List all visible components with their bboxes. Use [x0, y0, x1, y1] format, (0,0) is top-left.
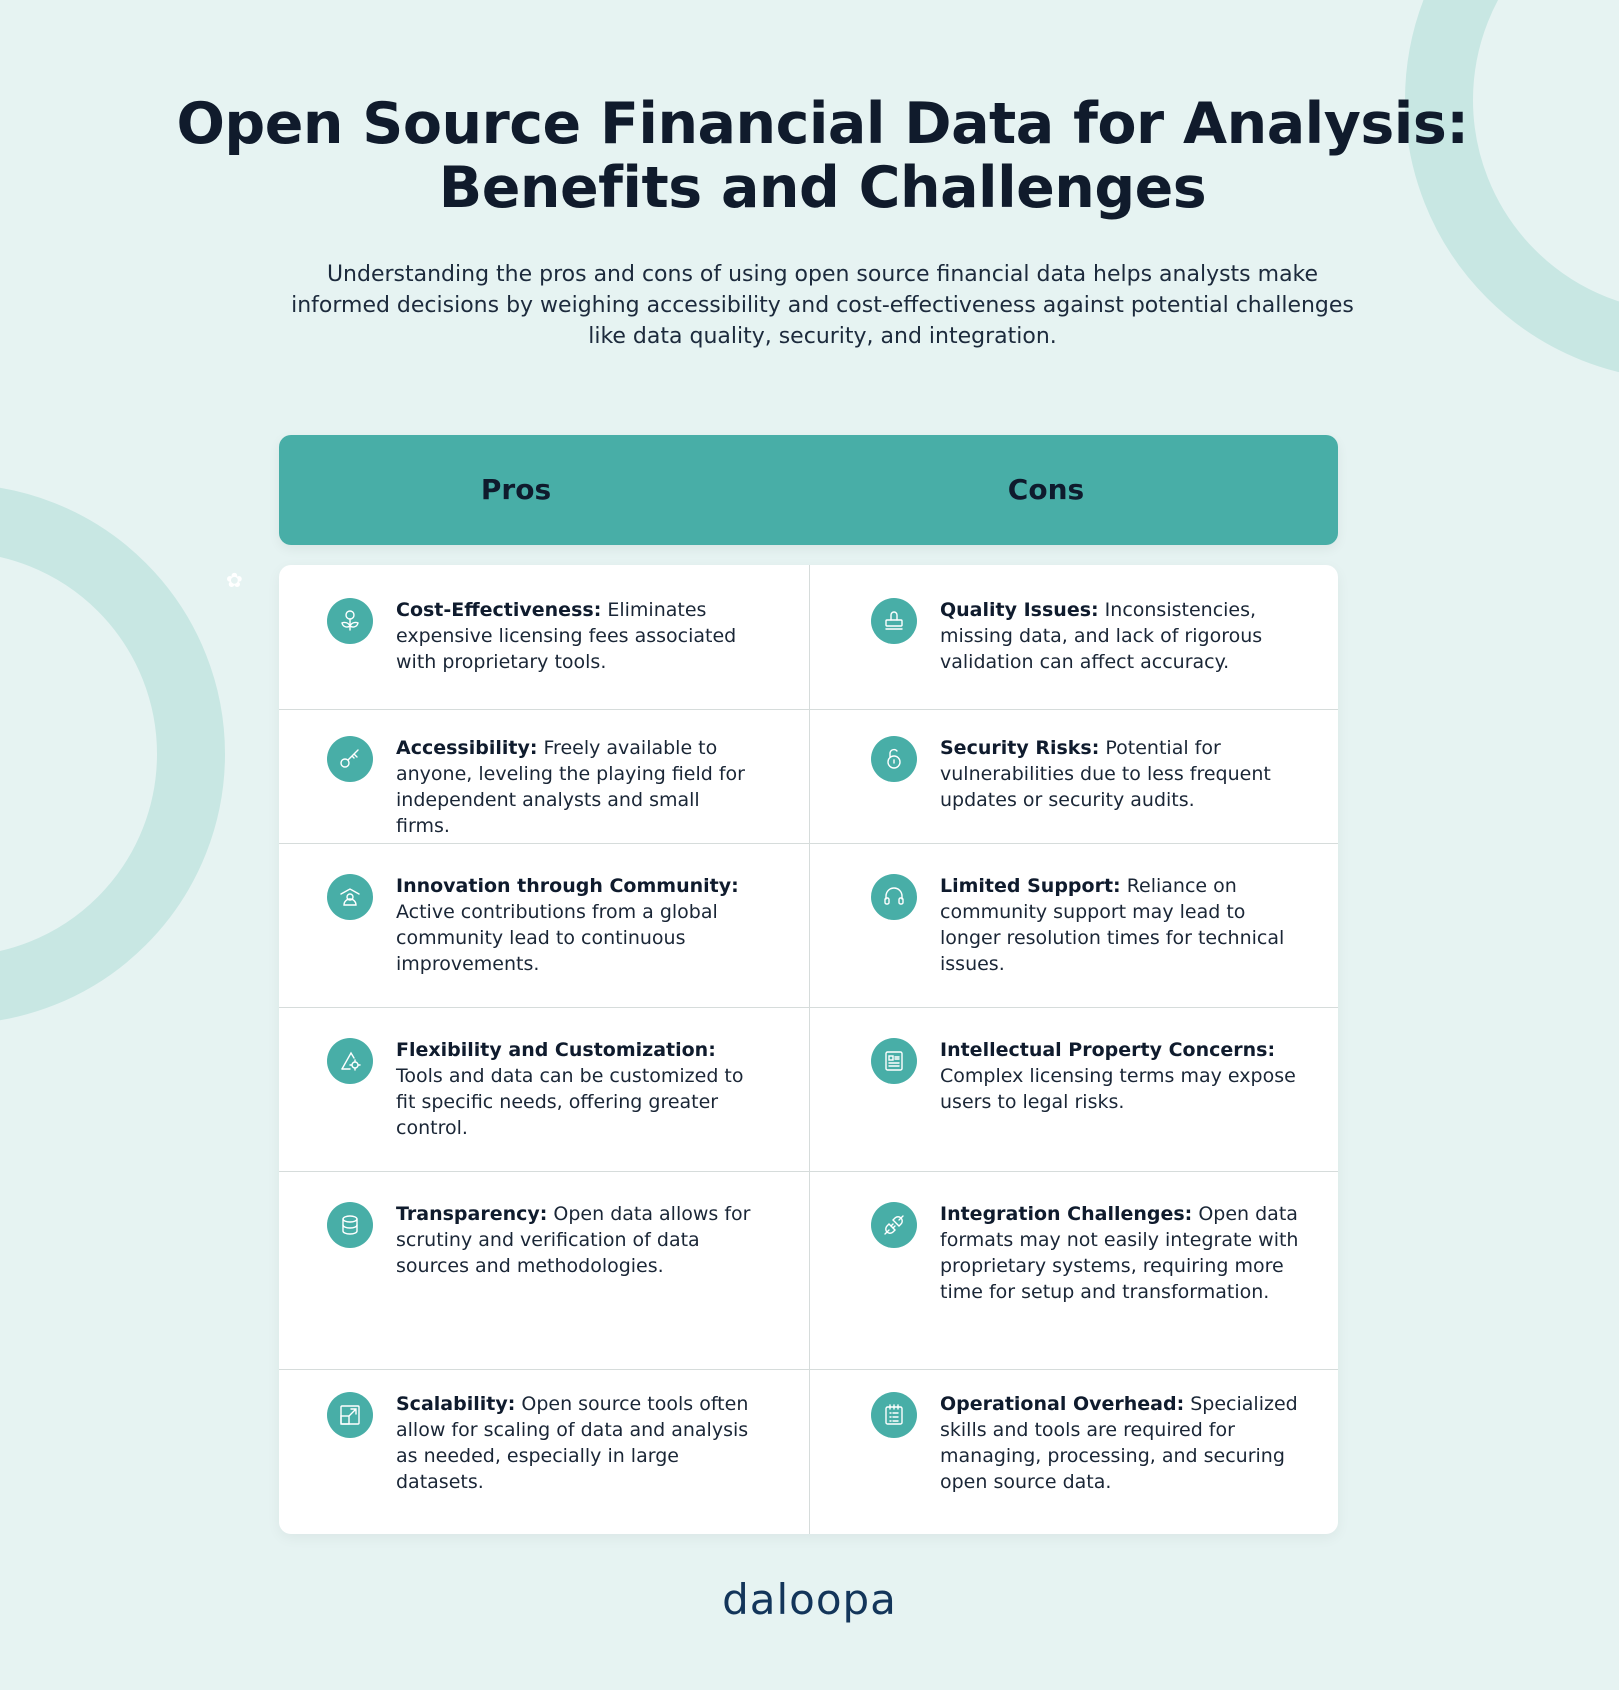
design-tools-icon [327, 1038, 373, 1084]
row-divider [279, 1171, 1338, 1172]
cons-header: Cons [1007, 473, 1085, 506]
con-title: Integration Challenges: [940, 1203, 1193, 1225]
con-text: Potential for vulnerabilities due to less frequent updates or security audits. [940, 737, 1271, 811]
database-icon [327, 1202, 373, 1248]
pro-title: Scalability: [396, 1393, 516, 1415]
con-text: Complex licensing terms may expose users to legal risks. [940, 1065, 1296, 1113]
row-divider [279, 843, 1338, 844]
column-divider [809, 565, 810, 1534]
pro-title: Transparency: [396, 1203, 548, 1225]
pro-text: Open data allows for scrutiny and verification of data sources and methodologies. [396, 1203, 751, 1277]
row-divider [279, 1369, 1338, 1370]
sparkle-icon: ✿ [226, 568, 243, 592]
pro-text: Eliminates expensive licensing fees associated with proprietary tools. [396, 599, 737, 673]
title-line-2: Benefits and Challenges [438, 155, 1207, 221]
decorative-ring-left [0, 484, 225, 1024]
plant-coin-icon [327, 598, 373, 644]
community-icon [327, 874, 373, 920]
pro-title: Cost-Effectiveness: [396, 599, 602, 621]
plug-icon [871, 1202, 917, 1248]
pros-header: Pros [480, 473, 552, 506]
title-line-1: Open Source Financial Data for Analysis: [176, 91, 1469, 157]
scale-up-icon [327, 1392, 373, 1438]
con-text: Inconsistencies, missing data, and lack of rigorous validation can affect accuracy. [940, 599, 1263, 673]
con-title: Intellectual Property Concerns: [940, 1039, 1276, 1061]
con-text: Open data formats may not easily integrate with proprietary systems, requiring more time for setup and transformation. [940, 1203, 1299, 1303]
page-title [0, 92, 1619, 220]
daloopa-logo: daloopa [722, 1575, 897, 1624]
page-subtitle: Understanding the pros and cons of using open source financial data helps analysts make informed decisions by weighing accessibility and cost-effectiveness against potential challenges like data quality, security, and integration. [291, 262, 1354, 349]
row-divider [279, 709, 1338, 710]
pro-title: Accessibility: [396, 737, 538, 759]
con-text: Specialized skills and tools are required for managing, processing, and securing open source data. [940, 1393, 1298, 1493]
con-text: Reliance on community support may lead to longer resolution times for technical issues. [940, 875, 1285, 975]
con-title: Quality Issues: [940, 599, 1099, 621]
stamp-icon [871, 598, 917, 644]
pro-text: Active contributions from a global community lead to continuous improvements. [396, 901, 718, 975]
headset-icon [871, 874, 917, 920]
document-icon [871, 1038, 917, 1084]
checklist-icon [871, 1392, 917, 1438]
pro-text: Tools and data can be customized to fit specific needs, offering greater control. [396, 1065, 744, 1139]
pro-title: Flexibility and Customization: [396, 1039, 716, 1061]
pro-text: Open source tools often allow for scaling of data and analysis as needed, especially in large datasets. [396, 1393, 749, 1493]
pro-title: Innovation through Community: [396, 875, 739, 897]
key-icon [327, 736, 373, 782]
unlock-icon [871, 736, 917, 782]
con-title: Operational Overhead: [940, 1393, 1185, 1415]
con-title: Security Risks: [940, 737, 1100, 759]
con-title: Limited Support: [940, 875, 1121, 897]
row-divider [279, 1007, 1338, 1008]
table-header [279, 435, 1338, 545]
pro-text: Freely available to anyone, leveling the playing field for independent analysts and small firms. [396, 737, 745, 837]
pros-cons-table [279, 565, 1338, 1534]
